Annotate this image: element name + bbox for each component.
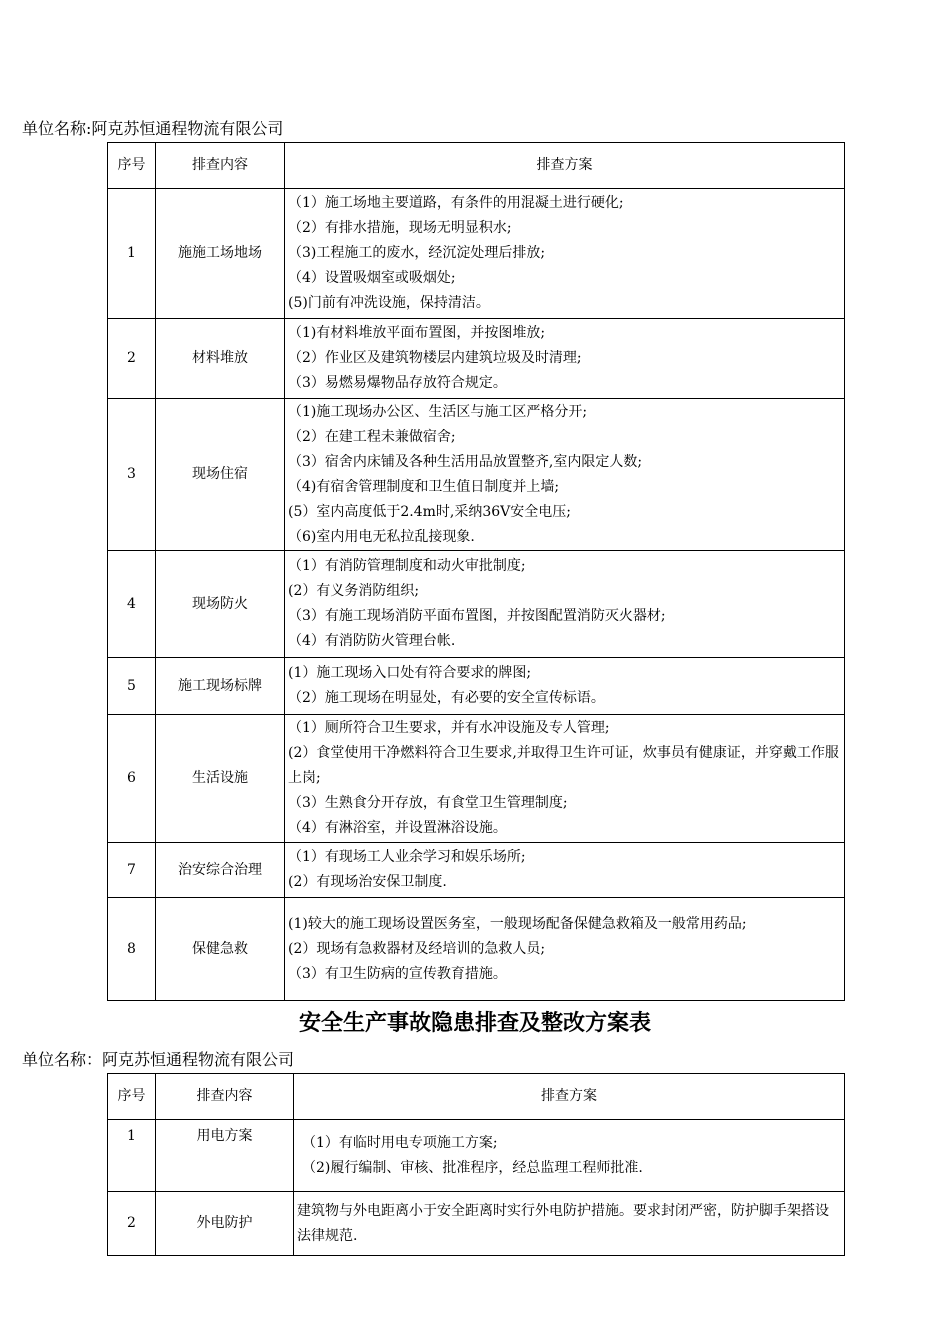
table-row	[108, 1120, 845, 1192]
row-serial-number: 3	[108, 399, 156, 551]
row-inspection-content: 现场防火	[156, 551, 285, 658]
table-row	[108, 319, 845, 399]
plan-line: （1）厕所符合卫生要求，并有水冲设施及专人管理;	[288, 720, 610, 736]
row-inspection-content: 外电防护	[156, 1192, 294, 1256]
header-inspection-plan: 排查方案	[294, 1074, 845, 1120]
row-inspection-content: 生活设施	[156, 715, 285, 843]
plan-line: （3）宿舍内床铺及各种生活用品放置整齐,室内限定人数;	[288, 453, 643, 470]
row-inspection-plan	[285, 658, 845, 715]
row-serial-number: 5	[108, 658, 156, 715]
row-inspection-content: 现场住宿	[156, 399, 285, 551]
plan-line: (2）食堂使用干净燃料符合卫生要求,并取得卫生许可证，炊事员有健康证，并穿戴工作服上岗;	[288, 745, 839, 786]
plan-line: （1）施工场地主要道路，有条件的用混凝土进行硬化;	[288, 195, 624, 211]
header-serial-number: 序号	[108, 1074, 156, 1120]
row-serial-number: 6	[108, 715, 156, 843]
plan-line: （2）施工现场在明显处，有必要的安全宣传标语。	[288, 690, 605, 706]
plan-line: （2）作业区及建筑物楼层内建筑垃圾及时清理;	[288, 350, 582, 366]
plan-line: （4）有消防防火管理台帐.	[288, 633, 456, 649]
plan-line: (2）有现场治安保卫制度.	[288, 874, 447, 890]
table-row	[108, 898, 845, 1001]
table-header-row	[108, 143, 845, 189]
plan-line: （2）有排水措施，现场无明显积水;	[288, 220, 512, 236]
plan-line: （1）有临时用电专项施工方案;	[302, 1134, 498, 1151]
row-inspection-content: 用电方案	[156, 1120, 294, 1192]
plan-line: （3）有施工现场消防平面布置图，并按图配置消防灭火器材;	[288, 608, 666, 624]
plan-line: (5）室内高度低于2.4m时,采纳36V安全电压;	[288, 503, 572, 520]
row-serial-number: 2	[108, 319, 156, 399]
row-serial-number: 4	[108, 551, 156, 658]
table-header-row	[108, 1074, 845, 1120]
row-inspection-plan	[285, 715, 845, 843]
row-inspection-content: 施工现场标牌	[156, 658, 285, 715]
plan-line: （3）易燃易爆物品存放符合规定。	[288, 375, 507, 391]
header-inspection-content: 排查内容	[156, 1074, 294, 1120]
table-row	[108, 658, 845, 715]
plan-line: 建筑物与外电距离小于安全距离时实行外电防护措施。要求封闭严密，防护脚手架搭设法律规范.	[297, 1202, 829, 1244]
plan-line: （6)室内用电无私拉乱接现象.	[288, 528, 475, 545]
plan-line: （2)履行编制、审核、批准程序，经总监理工程师批准.	[302, 1159, 643, 1176]
row-inspection-plan	[294, 1192, 845, 1256]
plan-line: （1)施工现场办公区、生活区与施工区严格分开;	[288, 403, 588, 420]
plan-line: （2）在建工程未兼做宿舍;	[288, 428, 456, 445]
row-serial-number: 1	[108, 189, 156, 319]
row-serial-number: 7	[108, 843, 156, 898]
inspection-table	[107, 142, 845, 1001]
plan-line: （4）设置吸烟室或吸烟处;	[288, 270, 456, 286]
plan-line: (1)较大的施工现场设置医务室，一般现场配备保健急救箱及一般常用药品;	[288, 915, 747, 932]
plan-line: （3）生熟食分开存放，有食堂卫生管理制度;	[288, 795, 568, 811]
unit-name-label: 单位名称：阿克苏恒通程物流有限公司	[22, 1050, 295, 1069]
plan-line: （4)有宿舍管理制度和卫生值日制度并上墙;	[288, 478, 560, 495]
plan-line: (2）有义务消防组织;	[288, 583, 420, 599]
plan-line: （3)工程施工的废水，经沉淀处理后排放;	[288, 245, 546, 261]
header-serial-number: 序号	[108, 143, 156, 189]
header-inspection-content: 排查内容	[156, 143, 285, 189]
page-title: 安全生产事故隐患排查及整改方案表	[298, 1011, 651, 1036]
table-row	[108, 189, 845, 319]
plan-line: (1）施工现场入口处有符合要求的牌图;	[288, 665, 532, 681]
row-serial-number: 8	[108, 898, 156, 1001]
plan-line: (2）现场有急救器材及经培训的急救人员;	[288, 940, 546, 957]
row-inspection-plan	[285, 189, 845, 319]
plan-line: （1)有材料堆放平面布置图，并按图堆放;	[288, 325, 546, 341]
table-row	[108, 843, 845, 898]
row-inspection-content: 保健急救	[156, 898, 285, 1001]
table-row	[108, 715, 845, 843]
table-row	[108, 1192, 845, 1256]
plan-line: （4）有淋浴室，并设置淋浴设施。	[288, 820, 507, 836]
row-inspection-plan	[285, 399, 845, 551]
rectification-table	[107, 1073, 845, 1256]
row-inspection-plan	[285, 898, 845, 1001]
plan-line: (5)门前有冲洗设施，保持清洁。	[288, 295, 490, 311]
row-inspection-content: 治安综合治理	[156, 843, 285, 898]
plan-line: （1）有消防管理制度和动火审批制度;	[288, 558, 526, 574]
row-inspection-plan	[285, 843, 845, 898]
plan-line: （3）有卫生防病的宣传教育措施。	[288, 965, 507, 982]
unit-name-label: 单位名称:阿克苏恒通程物流有限公司	[22, 119, 284, 138]
table-row	[108, 551, 845, 658]
header-inspection-plan: 排查方案	[285, 143, 845, 189]
row-inspection-content: 施施工场地场	[156, 189, 285, 319]
row-serial-number: 2	[108, 1192, 156, 1256]
plan-line: （1）有现场工人业余学习和娱乐场所;	[288, 849, 526, 865]
row-inspection-plan	[294, 1120, 845, 1192]
row-inspection-plan	[285, 319, 845, 399]
row-serial-number: 1	[108, 1120, 156, 1192]
table-row	[108, 399, 845, 551]
row-inspection-plan	[285, 551, 845, 658]
row-inspection-content: 材料堆放	[156, 319, 285, 399]
